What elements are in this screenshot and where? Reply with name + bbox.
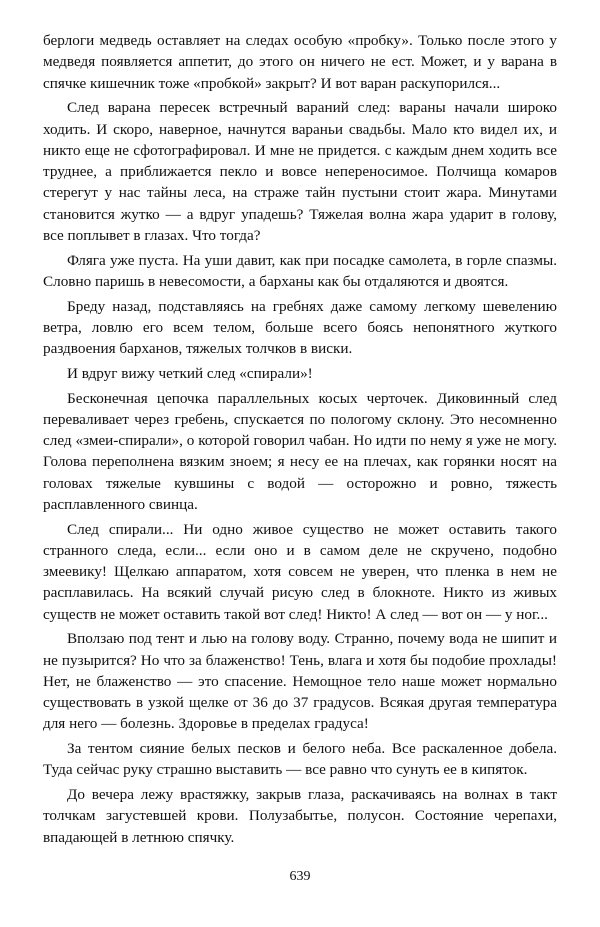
paragraph-7: След спирали... Ни одно живое существо не может оставить такого странного следа, если... если оно и в самом деле не скручено, подобно змеевику! Щелкаю аппаратом, хотя совсем не уверен, что пленка в нем не расплавилась. На всякий случай рисую след в блокноте. Никто из живых существ не может оставить такой вот след! Никто! А след — вот он — у ног... — [43, 520, 557, 623]
paragraph-1: берлоги медведь оставляет на следах особую «пробку». Только после этого у медведя появляется аппетит, до этого он ничего не ест. Может, и у варана в спячке кишечник тоже «пробкой» закрыт? И вот варан раскупорился... — [43, 32, 557, 92]
paragraph-6: Бесконечная цепочка параллельных косых черточек. Диковинный след переваливает через гребень, спускается по пологому склону. Это несомненно след «змеи-спирали», о которой говорил чабан. Но идти по нему я уже не могу. Голова переполнена вязким зноем; я несу ее на плечах, как горянки носят на головах тяжелые кувшины с водой — осторожно и ровно, тяжесть расплавленного свинца. — [43, 389, 557, 513]
paragraph-5: И вдруг вижу четкий след «спирали»! — [67, 364, 313, 382]
page-number: 639 — [289, 869, 311, 884]
paragraph-2: След варана пересек встречный вараний след: вараны начали широко ходить. И скоро, наверное, начнутся вараньи свадьбы. Мало кто видел их, и никто еще не сфотографировал. И мне не придется. с каждым днем ходить все труднее, а приближается пекло и вовсе непереносимое. Полчища комаров стерегут у нас тайны леса, на страже тайн пустыни стоит жара. Минутами становится жутко — а вдруг упадешь? Тяжелая волна жара ударит в голову, все поплывет в глазах. Что тогда? — [43, 99, 557, 244]
page-body — [43, 30, 557, 851]
paragraph-8: Вползаю под тент и лью на голову воду. Странно, почему вода не шипит и не пузырится? Но что за блаженство! Тень, влага и хотя бы подобие прохлады! Нет, не блаженство — это спасение. Немощное тело наше может нормально существовать в узкой щелке от 36 до 37 градусов. Всякая другая температура для него — болезнь. Здоровье в пределах градуса! — [43, 630, 557, 733]
paragraph-4: Бреду назад, подставляясь на гребнях даже самому легкому шевелению ветра, ловлю его всем телом, больше всего боясь непонятного жуткого раздвоения барханов, тяжелых толчков в виски. — [43, 297, 557, 357]
paragraph-9: За тентом сияние белых песков и белого неба. Все раскаленное добела. Туда сейчас руку страшно выставить — все равно что сунуть ее в кипяток. — [43, 740, 557, 779]
paragraph-3: Фляга уже пуста. На уши давит, как при посадке самолета, в горле спазмы. Словно паришь в невесомости, а барханы как бы отдаляются и двоятся. — [43, 251, 557, 290]
paragraph-10: До вечера лежу врастяжку, закрыв глаза, раскачиваясь на волнах в такт толчкам загустевшей крови. Полузабытье, полусон. Состояние черепахи, впадающей в летнюю спячку. — [43, 786, 557, 846]
